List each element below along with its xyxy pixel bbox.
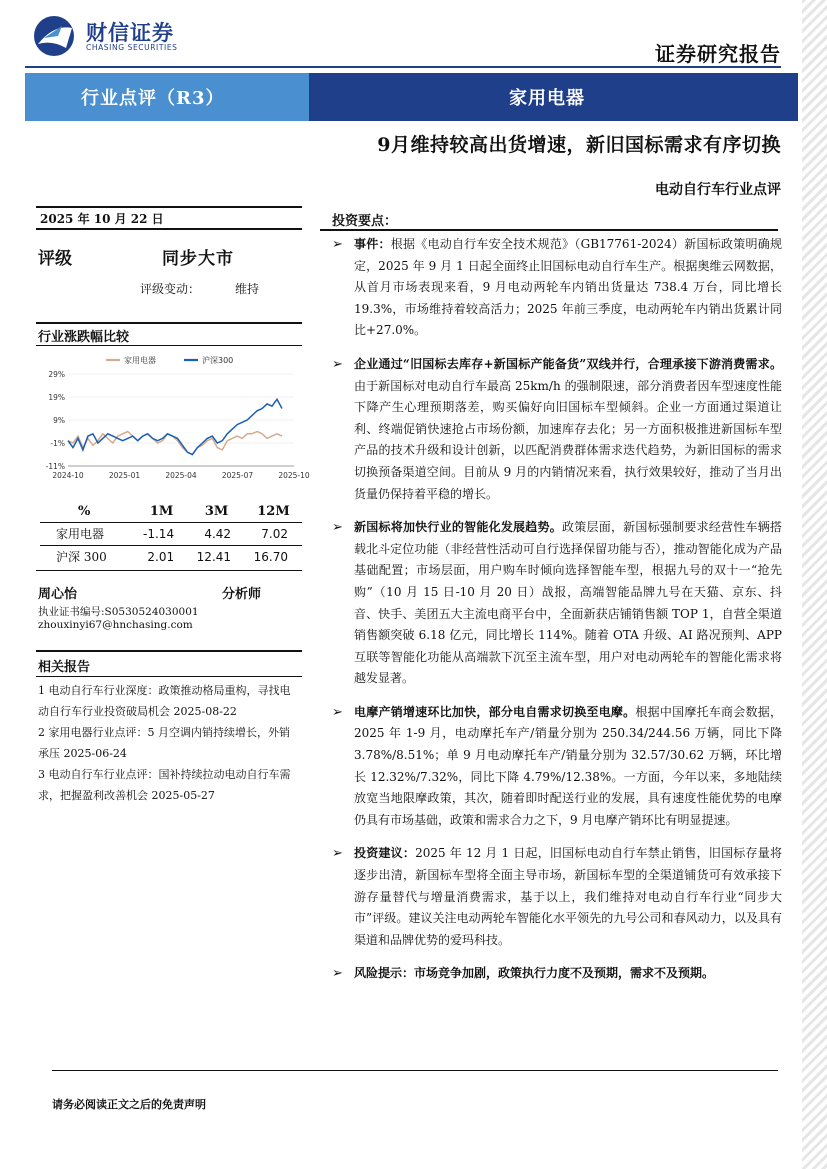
key-point-lead: 投资建议： <box>354 846 416 861</box>
table-row <box>40 522 302 545</box>
divider <box>36 676 302 677</box>
report-type: 证券研究报告 <box>655 42 781 66</box>
rating-label: 评级 <box>38 249 72 269</box>
arrow-bullet-icon: ➢ <box>332 966 343 982</box>
perf-title: 行业涨跌幅比较 <box>38 330 130 345</box>
key-point-lead: 事件： <box>354 237 391 251</box>
analyst-role: 分析师 <box>222 587 262 602</box>
key-point-lead: 企业通过“旧国标去库存+新国标产能备货”双线并行，合理承接下游消费需求。 <box>354 356 782 371</box>
key-point-text: 根据中国摩托车商会数据，2025 年 1-9 月，电动摩托车产/销量分别为 250.34/244.56 万辆，同比下降 3.78%/8.51%；单 9 月电动摩托车产/销量分别为 32.57/30.62 万辆，环比增长 12.32%/7.32%，同比下降 4.79%/12.38%。一方面，今年以来，多地陆续放宽当地限摩政策，其次，随着即时配送行业的发展，具有速度性能优势的电摩仍具有市场基础，政策和需求合力之下，9 月电摩产销环比有明显提速。 <box>354 704 782 827</box>
table-cell: 12.41 <box>196 549 232 564</box>
analyst-email[interactable]: zhouxinyi67@hnchasing.com <box>38 619 193 631</box>
key-point <box>332 843 782 951</box>
key-point-lead: 电摩产销增速环比加快，部分电自需求切换至电摩。 <box>354 704 636 719</box>
key-point <box>332 702 782 832</box>
rating-change-label: 评级变动： <box>140 282 201 296</box>
logo-name: 财信证券 <box>86 21 174 45</box>
analyst-name: 周心怡 <box>38 587 78 602</box>
x-tick-label: 2024-10 <box>52 471 84 480</box>
disclaimer-note[interactable]: 请务必阅读正文之后的免责声明 <box>52 1098 206 1111</box>
page-title: 9月维持较高出货增速，新旧国标需求有序切换 <box>377 134 781 156</box>
table-cell: 家用电器 <box>40 522 135 545</box>
key-point <box>332 234 782 342</box>
x-tick-label: 2025-01 <box>108 471 141 480</box>
y-tick-label: 29% <box>48 370 65 379</box>
y-tick-label: -1% <box>50 439 65 448</box>
legend-label: 沪深300 <box>202 356 234 365</box>
arrow-bullet-icon: ➢ <box>332 846 343 862</box>
header-rule <box>25 66 781 68</box>
footer-rule <box>52 1070 778 1071</box>
table-cell: 2.01 <box>147 549 175 564</box>
table-cell: 16.70 <box>253 549 288 564</box>
arrow-bullet-icon: ➢ <box>332 237 343 252</box>
key-points-rule <box>320 229 778 231</box>
table-cell: 沪深 300 <box>56 550 107 565</box>
y-tick-label: 19% <box>48 393 65 402</box>
key-point-lead: 风险提示：市场竞争加剧，政策执行力度不及预期，需求不及预期。 <box>354 966 715 981</box>
key-point <box>332 354 782 505</box>
divider <box>36 322 302 324</box>
performance-table <box>40 502 302 568</box>
related-title: 相关报告 <box>38 660 91 675</box>
analyst-cert: 执业证书编号:S0530524030001 <box>38 606 199 618</box>
related-list <box>38 680 300 806</box>
divider <box>36 345 302 346</box>
key-points-heading: 投资要点： <box>332 214 398 229</box>
key-point <box>332 517 782 690</box>
related-report-item[interactable]: 2 家用电器行业点评：5 月空调内销持续增长，外销承压 2025-06-24 <box>38 726 290 760</box>
logo-english: CHASING SECURITIES <box>86 43 178 52</box>
key-point-lead: 新国标将加快行业的智能化发展趋势。 <box>354 520 562 535</box>
related-report-item[interactable]: 3 电动自行车行业点评：国补持续拉动电动自行车需求，把握盈利改善机会 2025-05-27 <box>38 768 291 802</box>
x-tick-label: 2025-07 <box>221 471 254 480</box>
key-point-text: 根据《电动自行车安全技术规范》（GB17761-2024）新国标政策明确规定，2025 年 9 月 1 日起全面终止旧国标电动自行车生产。根据奥维云网数据，从首月市场表现来看，9 月电动两轮车内销出货量达 738.4 万台，同比增长 19.3%，市场维持着较高活力；2025 年前三季度，电动两轮车内销出货累计同比+27.0%。 <box>354 237 782 338</box>
key-point <box>332 963 782 985</box>
table-header: 3M <box>204 504 229 520</box>
table-header-row <box>40 502 302 522</box>
table-row <box>40 545 302 568</box>
category-band: 行业点评（R3） <box>25 73 309 121</box>
key-point-text: 2025 年 12 月 1 日起，旧国标电动自行车禁止销售，旧国标存量将逐步出清，新国标车型将全面主导市场，新国标车型的全渠道铺货可有效承接下游存量替代与增量消费需求，基于以上，我们维持对电动自行车行业“同步大市”评级。建议关注电动两轮车智能化水平领先的九号公司和春风动力，以及具有渠道和品牌优势的爱玛科技。 <box>354 846 782 947</box>
table-header: 1M <box>149 504 174 520</box>
industry-band: 家用电器 <box>309 73 798 121</box>
table-header: 12M <box>257 504 290 520</box>
arrow-bullet-icon: ➢ <box>332 356 343 372</box>
table-header: % <box>78 504 91 520</box>
arrow-bullet-icon: ➢ <box>332 704 343 720</box>
legend-label: 家用电器 <box>124 356 156 365</box>
arrow-bullet-icon: ➢ <box>332 520 343 536</box>
performance-chart <box>36 348 310 498</box>
series-line <box>68 399 282 454</box>
divider <box>36 650 302 652</box>
divider <box>36 570 302 571</box>
key-point-text: 由于新国标对电动自行车最高 25km/h 的强制限速，部分消费者因车型速度性能下降产生心理预期落差，购买偏好向旧国标车型倾斜。企业一方面通过渠道让利、终端促销快速抢占市场份额，加速库存去化；另一方面积极推进新国标车型产品的技术升级和设计创新，以匹配消费群体需求迭代趋势，为新旧国标的需求切换预备渠道空间。目前从 9 月的内销情况来看，执行效果较好，推动了当月出货量仍保持着平稳的增长。 <box>354 378 782 501</box>
page-subtitle: 电动自行车行业点评 <box>655 182 781 198</box>
rating-change-value: 维持 <box>235 282 260 296</box>
table-cell: -1.14 <box>135 522 188 545</box>
rating-value: 同步大市 <box>162 249 234 269</box>
y-tick-label: 9% <box>53 416 65 425</box>
x-tick-label: 2025-10 <box>278 471 310 480</box>
side-stripes <box>802 0 827 1169</box>
y-tick-label: -11% <box>45 462 65 471</box>
report-date: 2025 年 10 月 22 日 <box>36 206 302 230</box>
table-cell: 4.42 <box>188 522 245 545</box>
table-cell: 7.02 <box>245 522 302 545</box>
x-tick-label: 2025-04 <box>165 471 197 480</box>
key-point-text: 政策层面，新国标强制要求经营性车辆搭载北斗定位功能（非经营性活动可自行选择保留功能与否），推动智能化成为产品基础配置；市场层面，用户购车时倾向选择智能车型，根据九号的双十一“抢先购”（10 月 15 日-10 月 20 日）战报，高端智能品牌九号在天猫、京东、抖音、快手、美团五大主流电商平台中，全面新获店铺销售额 TOP 1，自营全渠道销售额突破 6.18 亿元，同比增长 114%。随着 OTA 升级、AI 路况预判、APP 互联等智能化功能从高端款下沉至主流车型，用户对电动两轮车的智能化需求将越发显著。 <box>354 520 782 686</box>
related-report-item[interactable]: 1 电动自行车行业深度：政策推动格局重构，寻找电动自行车行业投资破局机会 2025-08-22 <box>38 684 291 718</box>
key-points <box>332 234 782 997</box>
